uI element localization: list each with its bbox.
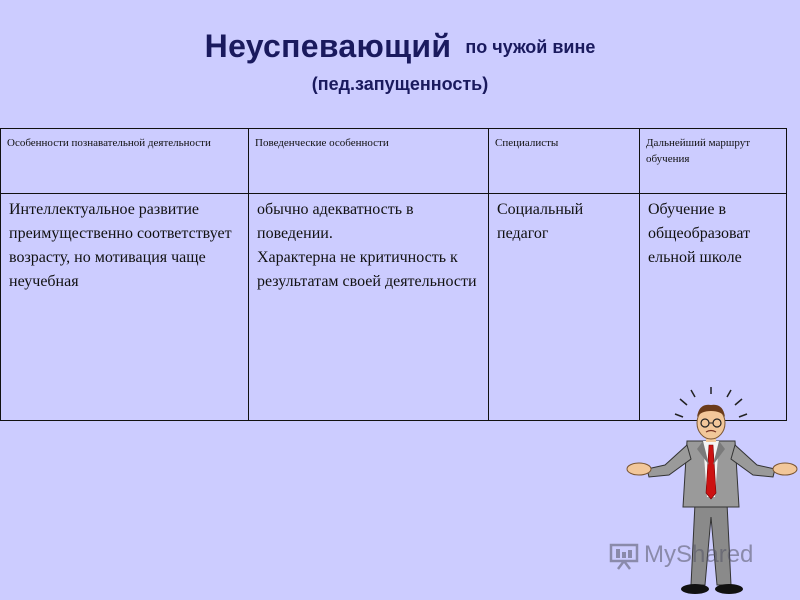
cell-behavior	[249, 194, 489, 421]
cell-cognitive: Интеллектуальное развитие преимущественно соответствует возрасту, но мотивация чаще неучебная	[1, 194, 249, 421]
behavior-text-1: обычно адекватность в поведении.	[257, 201, 414, 242]
cell-specialists: Социальный педагог	[489, 194, 640, 421]
header-route: Дальнейший маршрут обучения	[640, 129, 787, 194]
title-second-line: (пед.запущенность)	[311, 74, 489, 94]
header-specialists: Специалисты	[489, 129, 640, 194]
presentation-board-icon	[608, 539, 640, 571]
header-behavior: Поведенческие особенности	[249, 129, 489, 194]
content-table	[0, 128, 787, 421]
title-main: Неуспевающий	[204, 28, 452, 64]
header-cognitive: Особенности познавательной деятельности	[1, 129, 249, 194]
myshared-watermark	[608, 537, 768, 573]
behavior-text-2: Характерна не критичность к результатам своей деятельности	[257, 249, 477, 290]
slide-title	[0, 28, 800, 65]
table-header-row	[1, 129, 787, 194]
cell-route: Обучение в общеобразоват ельной школе	[640, 194, 787, 421]
watermark-text: MyShared	[644, 541, 754, 568]
title-subtitle: по чужой вине	[465, 37, 596, 57]
